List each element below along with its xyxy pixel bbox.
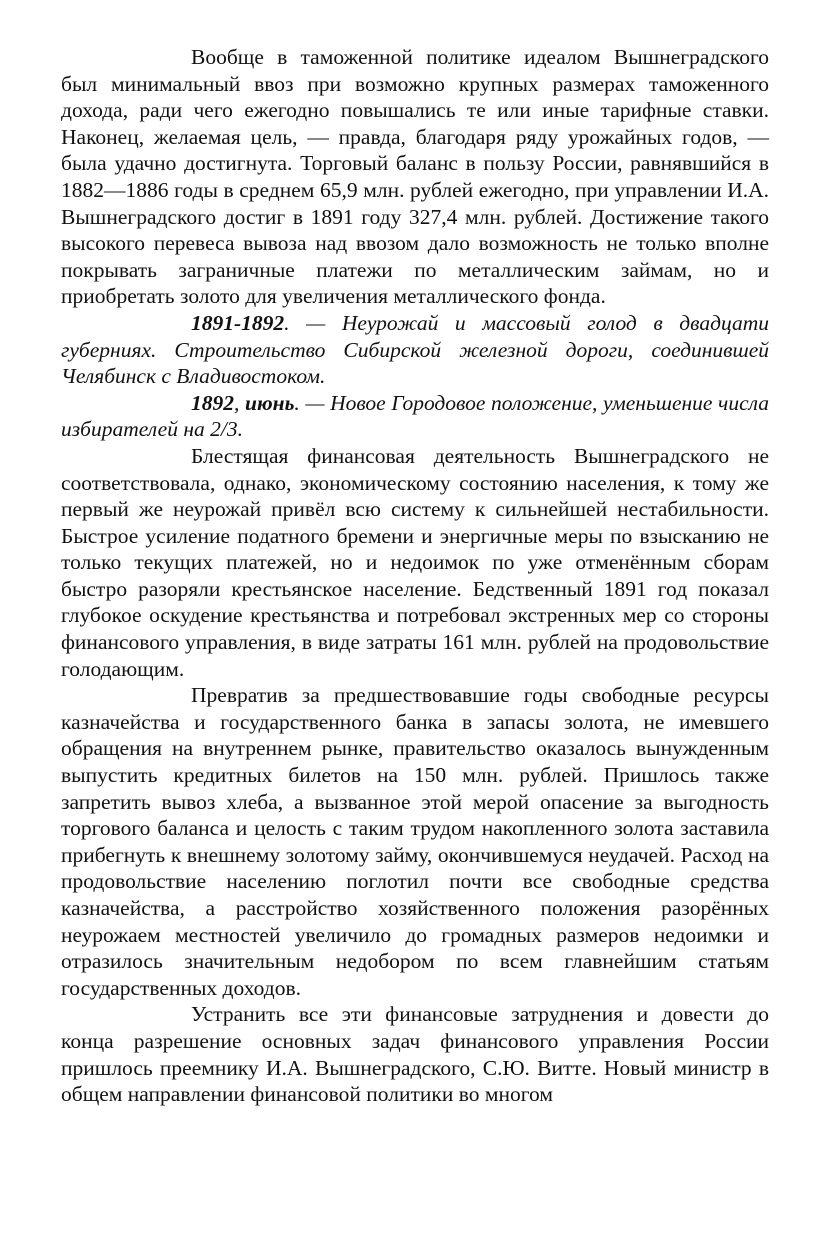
paragraph-tariff-policy: [61, 44, 769, 310]
event-date: 1891-1892: [191, 310, 285, 335]
event-1891-1892: [61, 310, 769, 390]
event-separator: . —: [284, 310, 342, 335]
document-page: [61, 44, 769, 1108]
event-separator: . —: [294, 390, 331, 415]
paragraph-economic-state: [61, 443, 769, 682]
paragraph-text: Устранить все эти финансовые затруднения и довести до конца разрешение основных задач финансового управления России пришлось преемнику И.А. Вышнеградского, С.Ю. Витте. Новый министр в общем направлении финансовой политики во многом: [61, 1002, 769, 1107]
paragraph-text: Превратив за предшествовавшие годы свободные ресурсы казначейства и государственного банка в запасы золота, не имевшего обращения на внутреннем рынке, правительство оказалось вынужденным выпустить кредитных билетов на 150 млн. рублей. Пришлось также запретить вывоз хлеба, а вызванное этой мерой опасение за выгодность торгового баланса и целость с таким трудом накопленного золота заставила прибегнуть к внешнему золотому займу, окончившемуся неудачей. Расход на продовольствие населению поглотил почти все свободные средства казначейства, а расстройство хозяйственного положения разорённых неурожаем местностей увеличило до громадных размеров недоимки и отразилось значительным недобором по всем главнейшим статьям государственных доходов.: [61, 683, 769, 1000]
paragraph-text: Блестящая финансовая деятельность Вышнеградского не соответствовала, однако, экономическому состоянию населения, к тому же первый же неурожай привёл всю систему к сильнейшей нестабильности. Быстрое усиление податного бремени и энергичные меры по взысканию не только текущих платежей, но и недоимок по уже отменённым сборам быстро разоряли крестьянское население. Бедственный 1891 год показал глубокое оскудение крестьянства и потребовал экстренных мер со стороны финансового управления, в виде затраты 161 млн. рублей на продовольствие голодающим.: [61, 443, 769, 681]
paragraph-text: Вообще в таможенной политике идеалом Вышнеградского был минимальный ввоз при возможно крупных размерах таможенного дохода, ради чего ежегодно повышались те или иные тарифные ставки. Наконец, желаемая цель, — правда, благодаря ряду урожайных годов, — была удачно достигнута. Торговый баланс в пользу России, равнявшийся в 1882—1886 годы в среднем 65,9 млн. рублей ежегодно, при управлении И.А. Вышнеградского достиг в 1891 году 327,4 млн. рублей. Достижение такого высокого перевеса вывоза над ввозом дало возможность не только вполне покрывать заграничные платежи по металлическим займам, но и приобретать золото для увеличения металлического фонда.: [61, 45, 769, 309]
paragraph-gold-reserves: [61, 682, 769, 1001]
event-description: Новое Городовое положение, уменьшение числа избирателей на 2/3.: [61, 390, 769, 442]
event-description: Неурожай и массовый голод в двадцати губерниях. Строительство Сибирской железной дороги, соединившей Челябинск с Владивостоком.: [61, 310, 769, 389]
event-1892-june: [61, 390, 769, 443]
event-date-comma: ,: [234, 390, 245, 415]
event-month: июнь: [244, 390, 295, 415]
paragraph-witte-successor: [61, 1001, 769, 1107]
event-date: 1892: [191, 390, 234, 415]
